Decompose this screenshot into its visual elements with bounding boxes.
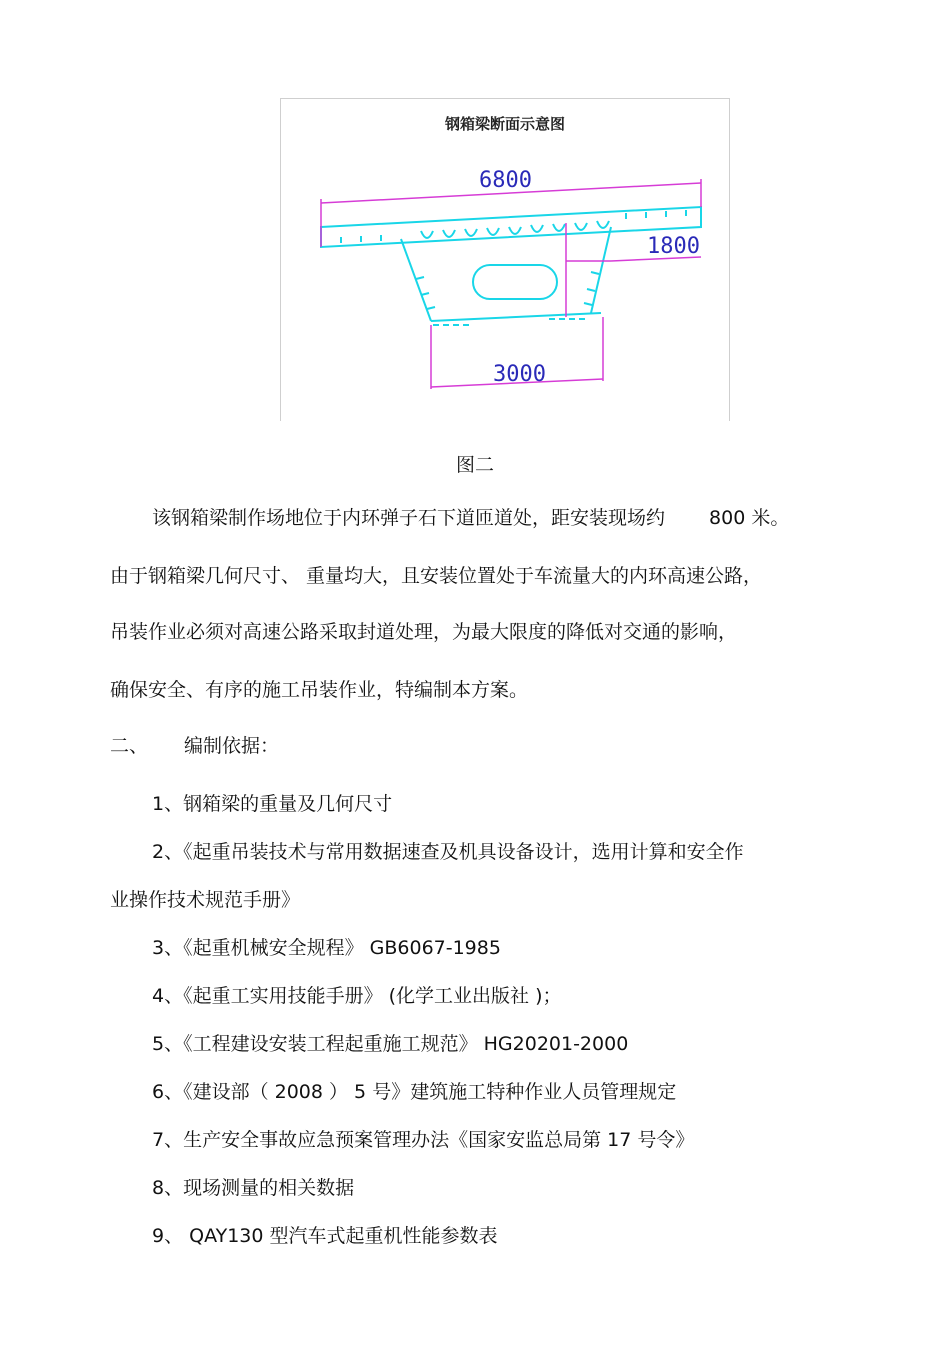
stiffeners — [421, 221, 609, 238]
section-heading — [110, 734, 279, 758]
top-flange — [321, 207, 701, 247]
basis-item-9: 9、 QAY130 型汽车式起重机性能参数表 — [152, 1225, 498, 1247]
basis-item-7: 7、生产安全事故应急预案管理办法《国家安监总局第 17 号令》 — [152, 1129, 695, 1151]
box-girder-diagram — [281, 99, 729, 421]
basis-item-8: 8、现场测量的相关数据 — [152, 1177, 355, 1199]
basis-item-6: 6、《建设部（ 2008 ） 5 号》建筑施工特种作业人员管理规定 — [152, 1081, 677, 1103]
section-title: 编制依据： — [184, 735, 280, 757]
figure-caption: 图二 — [455, 454, 494, 476]
bottom-flange — [431, 313, 601, 321]
basis-item-2: 2、《起重吊装技术与常用数据速查及机具设备设计，选用计算和安全作 — [152, 841, 744, 863]
right-web — [591, 227, 611, 313]
intro-line-4: 确保安全、有序的施工吊装作业，特编制本方案。 — [110, 679, 529, 701]
inner-opening — [473, 265, 557, 299]
basis-item-4: 4、《起重工实用技能手册》 (化学工业出版社 )； — [152, 985, 562, 1007]
intro-line-1-text: 该钢箱梁制作场地位于内环弹子石下道匝道处，距安装现场约 — [152, 507, 666, 529]
dimension-side-label: 1800 — [647, 234, 700, 259]
cross-section-figure — [280, 98, 730, 421]
dimension-bottom-label: 3000 — [493, 362, 546, 387]
dimension-top-label: 6800 — [479, 168, 532, 193]
basis-item-5: 5、《工程建设安装工程起重施工规范》 HG20201-2000 — [152, 1033, 629, 1055]
basis-item-1: 1、钢箱梁的重量及几何尺寸 — [152, 793, 393, 815]
intro-line-1-distance: 800 米。 — [709, 507, 790, 529]
intro-line-1 — [152, 506, 789, 530]
intro-line-3: 吊装作业必须对高速公路采取封道处理，为最大限度的降低对交通的影响， — [110, 621, 738, 643]
intro-line-2: 由于钢箱梁几何尺寸、 重量均大，且安装位置处于车流量大的内环高速公路， — [110, 565, 763, 587]
left-web — [401, 239, 431, 321]
basis-item-3: 3、《起重机械安全规程》 GB6067-1985 — [152, 937, 501, 959]
section-number: 二、 — [110, 735, 149, 757]
basis-item-2-cont: 业操作技术规范手册》 — [110, 889, 301, 911]
figure-title: 钢箱梁断面示意图 — [444, 115, 565, 133]
